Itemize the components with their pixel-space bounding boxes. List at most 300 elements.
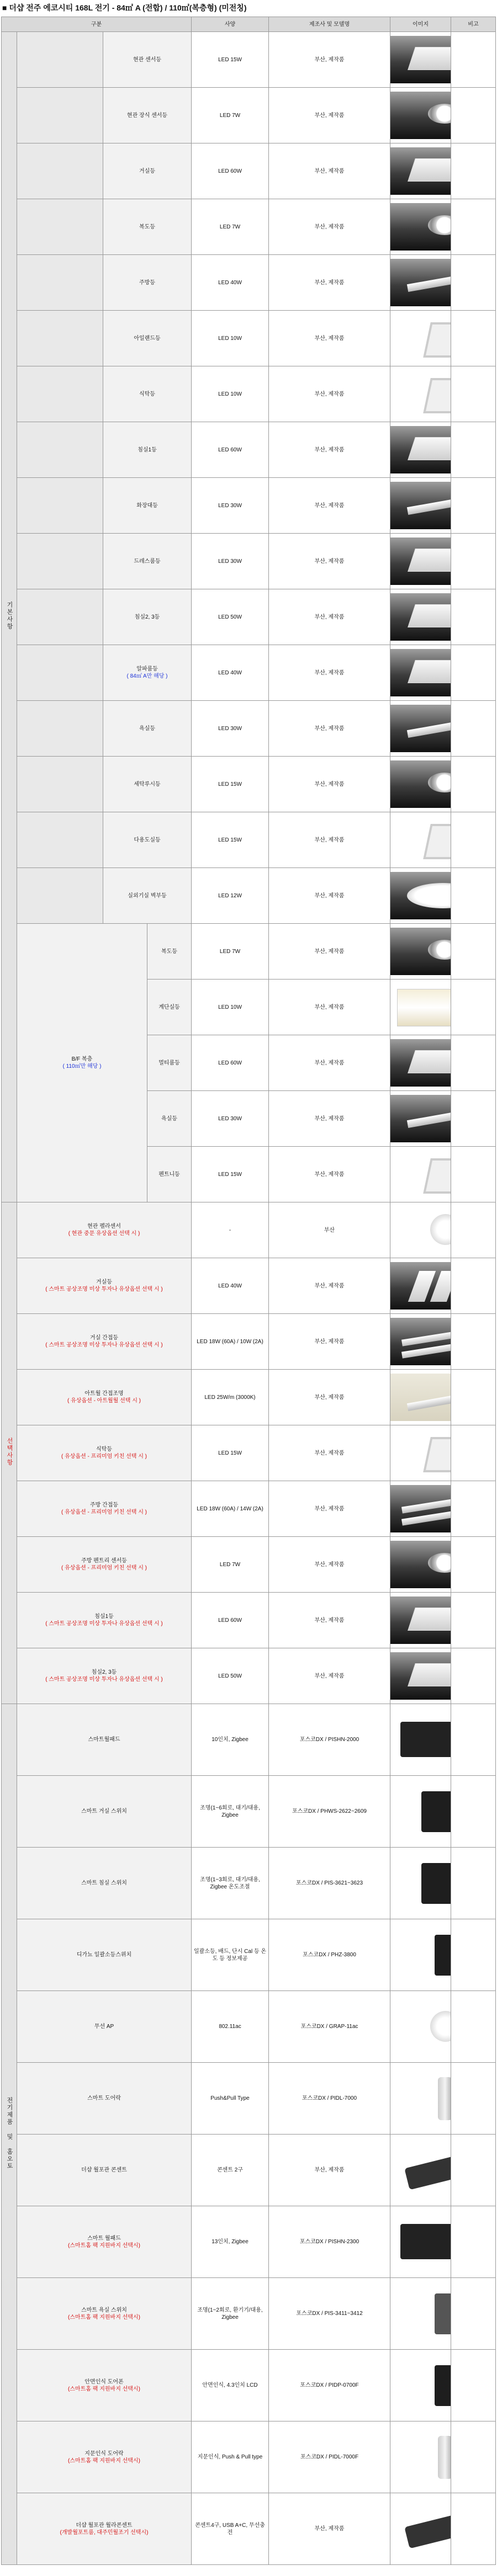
table-row [2, 589, 496, 645]
table-row [2, 366, 496, 422]
item-name: 스마트 거실 스위치 [81, 1808, 127, 1814]
item-name: 안면인식 도어폰 [84, 2378, 124, 2385]
note-cell [451, 143, 496, 199]
item-name: 스마트 월패드 [87, 2235, 121, 2242]
item-name-cell [17, 2350, 192, 2421]
image-cell [390, 2493, 451, 2565]
image-cell [390, 645, 451, 701]
maker-cell: 부산, 제작품 [269, 812, 390, 868]
item-name: 아일랜드등 [134, 335, 161, 342]
item-note: ( 유상옵션 - 프리미엄 키친 선택 시 ) [61, 1565, 147, 1571]
product-image [390, 2003, 451, 2051]
spec-cell: 조명(1~2회로, 환기기/대용, Zigbee [192, 2278, 269, 2350]
image-cell [390, 1593, 451, 1648]
item-name-cell [17, 2206, 192, 2278]
item-name: 복도등 [161, 948, 177, 955]
note-cell [451, 2206, 496, 2278]
maker-cell: 부산, 제작품 [269, 1537, 390, 1593]
image-cell [390, 1147, 451, 1202]
item-name: 무선 AP [94, 2024, 114, 2030]
note-cell [451, 1258, 496, 1314]
note-cell [451, 1776, 496, 1848]
product-image [390, 1429, 451, 1477]
item-name: 세탁루시등 [134, 781, 161, 787]
spacer-cell [17, 868, 103, 924]
spec-cell: LED 40W [192, 645, 269, 701]
note-cell [451, 366, 496, 422]
table-row [2, 1919, 496, 1991]
item-name-cell [103, 757, 192, 812]
spec-cell: LED 25W/m (3000K) [192, 1370, 269, 1425]
image-cell [390, 534, 451, 589]
item-note: ( 스마트 공상조명 미상 투자나 유상옵션 선택 시 ) [45, 1676, 163, 1683]
image-cell [390, 812, 451, 868]
item-name: 스마트 욕실 스위치 [81, 2307, 127, 2313]
table-row [2, 645, 496, 701]
maker-cell: 포스코DX / PIDL-7000F [269, 2421, 390, 2493]
spacer-cell [17, 311, 103, 366]
product-image [390, 259, 451, 306]
image-cell [390, 1035, 451, 1091]
item-name: 스마트 도어락 [87, 2095, 121, 2101]
note-cell [451, 1314, 496, 1370]
spacer-cell [17, 701, 103, 757]
product-image [390, 2147, 451, 2194]
spec-cell: 조명(1~3회로, 대기/대용, Zigbee 온도조절 [192, 1848, 269, 1919]
note-cell [451, 1481, 496, 1537]
spacer-cell [17, 199, 103, 255]
item-name-cell [103, 812, 192, 868]
spec-cell: LED 18W (60A) / 14W (2A) [192, 1481, 269, 1537]
item-name-cell [103, 589, 192, 645]
table-row [2, 1848, 496, 1919]
note-cell [451, 2421, 496, 2493]
maker-cell: 부산, 제작품 [269, 32, 390, 88]
maker-cell: 포스코DX / GRAP-11ac [269, 1991, 390, 2063]
item-name-cell [17, 1919, 192, 1991]
image-cell [390, 478, 451, 534]
image-cell [390, 2135, 451, 2206]
image-cell [390, 2421, 451, 2493]
note-cell [451, 2063, 496, 2135]
note-cell [451, 645, 496, 701]
product-image [390, 1374, 451, 1421]
image-cell [390, 422, 451, 478]
spec-cell: LED 40W [192, 255, 269, 311]
table-row [2, 757, 496, 812]
item-name: 거실등 [139, 168, 155, 174]
note-cell [451, 1919, 496, 1991]
note-cell [451, 32, 496, 88]
maker-cell: 부산, 제작품 [269, 589, 390, 645]
spec-cell: 13인치, Zigbee [192, 2206, 269, 2278]
item-name: 스마트 침실 스위치 [81, 1880, 127, 1886]
product-image [390, 1788, 451, 1835]
item-name: 침실2, 3등 [91, 1669, 117, 1675]
item-name-cell [17, 1481, 192, 1537]
table-row [2, 812, 496, 868]
item-name-cell [17, 2135, 192, 2206]
item-name-cell [103, 311, 192, 366]
table-row [2, 199, 496, 255]
table-row [2, 2206, 496, 2278]
product-image [390, 2075, 451, 2122]
image-cell [390, 1537, 451, 1593]
item-name-cell [147, 1091, 192, 1147]
maker-cell: 부산, 제작품 [269, 422, 390, 478]
item-name-cell [103, 701, 192, 757]
item-name: 계단실등 [158, 1004, 180, 1010]
image-cell [390, 757, 451, 812]
note-cell [451, 980, 496, 1035]
item-name-cell [147, 1035, 192, 1091]
item-name: 침실2, 3등 [134, 614, 160, 620]
product-image [390, 593, 451, 641]
item-name: 멀티룸등 [158, 1060, 180, 1066]
note-cell [451, 1848, 496, 1919]
item-name-cell [103, 143, 192, 199]
spec-cell: LED 7W [192, 924, 269, 980]
spec-cell: 안면인식, 4.3인치 LCD [192, 2350, 269, 2421]
product-image [390, 1716, 451, 1764]
item-note: (스마트홈 팩 지원바지 선택시) [68, 2242, 140, 2249]
note-cell [451, 534, 496, 589]
maker-cell: 부산, 제작품 [269, 255, 390, 311]
maker-cell: 부산, 제작품 [269, 1258, 390, 1314]
item-name: 식탁등 [96, 1446, 112, 1452]
table-row [2, 701, 496, 757]
item-name: 복도등 [139, 223, 155, 230]
note-cell [451, 2493, 496, 2565]
table-row [2, 2135, 496, 2206]
item-name: 거실 간접등 [89, 1335, 119, 1341]
table-row [2, 311, 496, 366]
item-note: (개발월포트룸, 대주민월조기 선택시) [60, 2529, 149, 2536]
spec-cell: LED 7W [192, 1537, 269, 1593]
image-cell [390, 143, 451, 199]
item-name: 주방 간접등 [89, 1502, 119, 1508]
item-name-cell [103, 255, 192, 311]
maker-cell: 포스코DX / PISHN-2000 [269, 1704, 390, 1776]
table-row [2, 2278, 496, 2350]
duplex-label: B/F 복층 [71, 1056, 93, 1062]
image-cell [390, 1202, 451, 1258]
spec-cell: LED 15W [192, 812, 269, 868]
maker-cell: 부산, 제작품 [269, 1425, 390, 1481]
note-cell [451, 1370, 496, 1425]
spec-table [1, 17, 496, 2565]
image-cell [390, 1314, 451, 1370]
item-name-cell [17, 1704, 192, 1776]
item-name-cell [103, 32, 192, 88]
maker-cell: 부산, 제작품 [269, 143, 390, 199]
maker-cell: 부산, 제작품 [269, 1593, 390, 1648]
spec-cell: LED 40W [192, 1258, 269, 1314]
item-name: 현관 센서등 [133, 56, 162, 63]
maker-cell: 포스코DX / PHZ-3800 [269, 1919, 390, 1991]
item-note: ( 현관 중문 유상옵션 선택 시 ) [68, 1231, 140, 1237]
product-image [390, 1039, 451, 1087]
item-name-cell [17, 2493, 192, 2565]
image-cell [390, 1091, 451, 1147]
note-cell [451, 2278, 496, 2350]
note-cell [451, 2135, 496, 2206]
note-cell [451, 701, 496, 757]
image-cell [390, 366, 451, 422]
item-name-cell [103, 366, 192, 422]
spec-cell: LED 15W [192, 32, 269, 88]
product-image [390, 1931, 451, 1979]
product-image [390, 1262, 451, 1310]
table-row [2, 422, 496, 478]
product-image [390, 983, 451, 1031]
item-name-cell [147, 1147, 192, 1202]
note-cell [451, 1425, 496, 1481]
maker-cell: 부산, 제작품 [269, 1035, 390, 1091]
product-image [390, 816, 451, 864]
spec-cell: 일괄소등, 배드, 단시 Cal 등 온도 등 정보제공 [192, 1919, 269, 1991]
table-header [2, 17, 496, 32]
maker-cell: 부산, 제작품 [269, 1370, 390, 1425]
product-image [390, 1596, 451, 1644]
table-row [2, 534, 496, 589]
item-name: 주방 펜트리 센서등 [81, 1558, 127, 1564]
product-image [390, 1860, 451, 1907]
image-cell [390, 2278, 451, 2350]
table-row [2, 32, 496, 88]
note-cell [451, 1537, 496, 1593]
image-cell [390, 1919, 451, 1991]
spacer-cell [17, 255, 103, 311]
maker-cell: 부산, 제작품 [269, 701, 390, 757]
spec-cell: LED 15W [192, 757, 269, 812]
table-row [2, 1648, 496, 1704]
product-image [390, 2505, 451, 2553]
image-cell [390, 1481, 451, 1537]
item-note: ( 유상옵션 - 아트월월 선택 시 ) [67, 1398, 141, 1404]
item-name: 실외기실 벽부등 [128, 892, 167, 899]
item-name-cell [17, 2278, 192, 2350]
item-name-cell [17, 1314, 192, 1370]
image-cell [390, 311, 451, 366]
spacer-cell [17, 534, 103, 589]
maker-cell: 부산, 제작품 [269, 534, 390, 589]
maker-cell: 부산, 제작품 [269, 478, 390, 534]
product-image [390, 872, 451, 919]
note-cell [451, 924, 496, 980]
item-name: 현관 장식 센서등 [126, 112, 168, 119]
maker-cell: 부산, 제작품 [269, 2493, 390, 2565]
product-image [390, 482, 451, 529]
table-row [2, 255, 496, 311]
image-cell [390, 1370, 451, 1425]
table-row [2, 1704, 496, 1776]
item-name: 다용도실등 [134, 837, 161, 843]
maker-cell: 부산, 제작품 [269, 199, 390, 255]
table-row [2, 1991, 496, 2063]
product-image [390, 1541, 451, 1588]
table-row [2, 1537, 496, 1593]
product-image [390, 928, 451, 975]
product-image [390, 705, 451, 752]
image-cell [390, 980, 451, 1035]
image-cell [390, 1991, 451, 2063]
table-row [2, 868, 496, 924]
product-image [390, 649, 451, 696]
note-cell [451, 1704, 496, 1776]
spec-cell: LED 60W [192, 422, 269, 478]
note-cell [451, 868, 496, 924]
spacer-cell [17, 812, 103, 868]
maker-cell: 부산, 제작품 [269, 1648, 390, 1704]
table-row [2, 1258, 496, 1314]
note-cell [451, 589, 496, 645]
item-name: 식탁등 [139, 391, 155, 397]
item-name-cell [103, 422, 192, 478]
maker-cell: 부산, 제작품 [269, 366, 390, 422]
image-cell [390, 701, 451, 757]
product-image [390, 760, 451, 808]
maker-cell: 부산, 제작품 [269, 88, 390, 143]
item-name: 거실등 [96, 1279, 112, 1285]
image-cell [390, 32, 451, 88]
item-name-cell [103, 534, 192, 589]
product-image [390, 1485, 451, 1532]
item-name-cell [147, 924, 192, 980]
spec-cell: LED 10W [192, 366, 269, 422]
image-cell [390, 1425, 451, 1481]
product-image [390, 147, 451, 195]
item-name-cell [103, 199, 192, 255]
product-image [390, 315, 451, 362]
image-cell [390, 88, 451, 143]
spec-cell: - [192, 1202, 269, 1258]
maker-cell: 부산, 제작품 [269, 311, 390, 366]
product-image [390, 1652, 451, 1700]
image-cell [390, 1648, 451, 1704]
section-basic: 기본사항 [2, 32, 17, 1202]
product-image [390, 92, 451, 139]
product-image [390, 426, 451, 473]
spec-cell: LED 50W [192, 589, 269, 645]
note-cell [451, 1593, 496, 1648]
item-name-cell [17, 1425, 192, 1481]
spec-cell: LED 30W [192, 478, 269, 534]
spec-cell: Push&Pull Type [192, 2063, 269, 2135]
item-name: 침실1등 [138, 446, 157, 453]
item-note: ( 84㎡ A만 해당 ) [126, 673, 168, 679]
spec-cell: LED 30W [192, 701, 269, 757]
item-note: ( 스마트 공상조명 미상 투자나 유상옵션 선택 시 ) [45, 1621, 163, 1627]
spec-cell: LED 30W [192, 1091, 269, 1147]
header-spec: 사양 [192, 17, 269, 32]
spacer-cell [17, 422, 103, 478]
image-cell [390, 2206, 451, 2278]
maker-cell: 부산, 제작품 [269, 645, 390, 701]
spec-cell: 조명(1~6회로, 대기/대용, Zigbee [192, 1776, 269, 1848]
maker-cell: 부산, 제작품 [269, 1147, 390, 1202]
item-name-cell [17, 1593, 192, 1648]
spacer-cell [17, 143, 103, 199]
spec-cell: 콘센트 2구 [192, 2135, 269, 2206]
item-name: 주방등 [139, 279, 155, 286]
maker-cell: 포스코DX / PISHN-2300 [269, 2206, 390, 2278]
table-row [2, 1481, 496, 1537]
item-name-cell [17, 1776, 192, 1848]
spec-cell: 콘센트4구, USB A+C, 무선충전 [192, 2493, 269, 2565]
duplex-note: ( 110㎡만 해당 ) [62, 1063, 102, 1069]
header-maker: 제조사 및 모델명 [269, 17, 390, 32]
maker-cell: 포스코DX / PIDP-0700F [269, 2350, 390, 2421]
table-row [2, 88, 496, 143]
item-name: 현관 펠라센서 [87, 1223, 121, 1230]
item-note: (스마트홈 팩 지원바지 선택시) [68, 2386, 140, 2392]
item-note: (스마트홈 팩 지원바지 선택시) [68, 2314, 140, 2320]
note-cell [451, 812, 496, 868]
maker-cell: 포스코DX / PIS-3411~3412 [269, 2278, 390, 2350]
note-cell [451, 255, 496, 311]
note-cell [451, 1147, 496, 1202]
maker-cell: 부산, 제작품 [269, 2135, 390, 2206]
product-image [390, 2362, 451, 2409]
product-image [390, 36, 451, 83]
table-row [2, 1202, 496, 1258]
note-cell [451, 311, 496, 366]
item-note: ( 스마트 공상조명 미상 투자나 유상옵션 선택 시 ) [45, 1342, 163, 1348]
spec-cell: LED 12W [192, 868, 269, 924]
spacer-cell [17, 757, 103, 812]
header-note: 비고 [451, 17, 496, 32]
item-name-cell [17, 1258, 192, 1314]
item-name: 드레스룸등 [134, 558, 161, 565]
section-electric: 전기제품 및 홈오토 [2, 1704, 17, 2565]
spec-cell: LED 18W (60A) / 10W (2A) [192, 1314, 269, 1370]
image-cell [390, 1848, 451, 1919]
item-note: (스마트홈 팩 지원바지 선택시) [68, 2457, 140, 2464]
spec-cell: LED 50W [192, 1648, 269, 1704]
spacer-cell [17, 88, 103, 143]
spec-cell: LED 60W [192, 1035, 269, 1091]
header-image: 이미지 [390, 17, 451, 32]
item-name-cell [17, 1991, 192, 2063]
spec-cell: LED 60W [192, 143, 269, 199]
image-cell [390, 199, 451, 255]
image-cell [390, 2063, 451, 2135]
maker-cell: 포스코DX / PIS-3621~3623 [269, 1848, 390, 1919]
maker-cell: 부산, 제작품 [269, 980, 390, 1035]
table-row [2, 2421, 496, 2493]
item-name-cell [17, 2421, 192, 2493]
spec-cell: LED 60W [192, 1593, 269, 1648]
table-row [2, 1593, 496, 1648]
image-cell [390, 1704, 451, 1776]
image-cell [390, 868, 451, 924]
spacer-cell [17, 645, 103, 701]
item-note: ( 유상옵션 - 프리미엄 키친 선택 시 ) [61, 1509, 147, 1515]
spec-cell: LED 15W [192, 1147, 269, 1202]
item-note: ( 유상옵션 - 프리미엄 키친 선택 시 ) [61, 1454, 147, 1460]
maker-cell: 부산, 제작품 [269, 757, 390, 812]
product-image [390, 1151, 451, 1198]
note-cell [451, 422, 496, 478]
note-cell [451, 757, 496, 812]
item-name: 스마트월패드 [88, 1737, 120, 1743]
item-name: 침실1등 [94, 1614, 114, 1620]
product-image [390, 2218, 451, 2266]
product-image [390, 203, 451, 251]
spacer-cell [17, 589, 103, 645]
spacer-cell [17, 32, 103, 88]
